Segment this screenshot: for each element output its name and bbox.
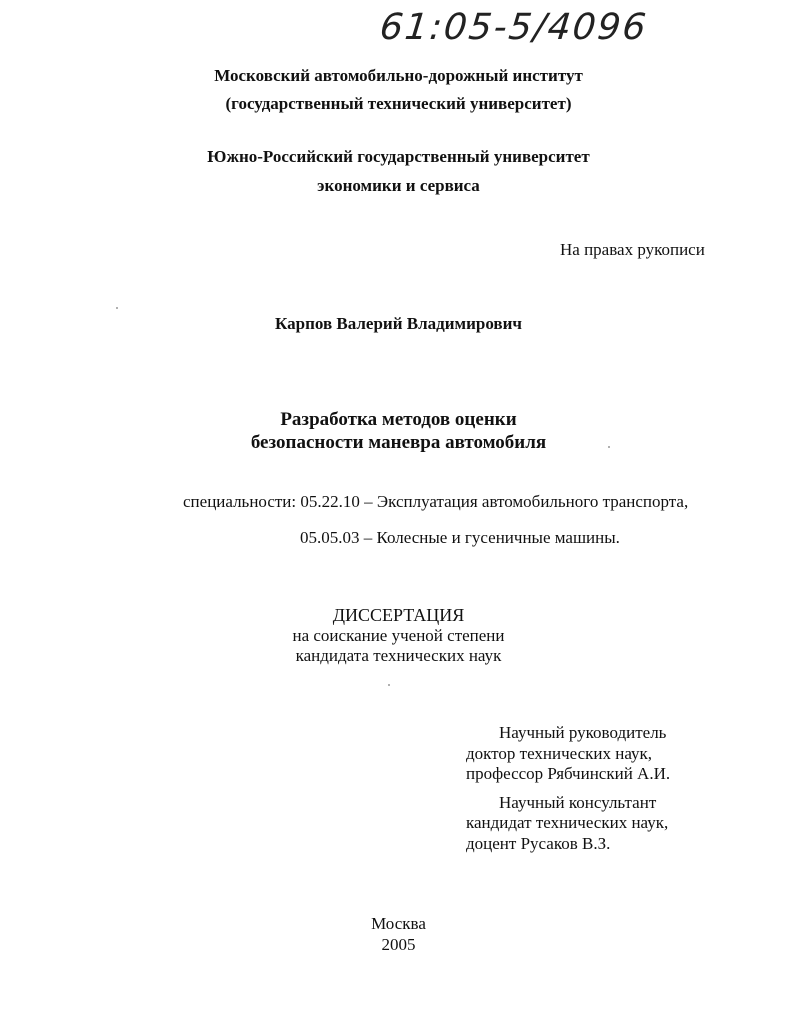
thesis-title-line1: Разработка методов оценки	[280, 409, 517, 430]
scan-speck	[116, 307, 118, 309]
thesis-type: ДИССЕРТАЦИЯ	[332, 605, 465, 625]
institute-name-line1: Московский автомобильно-дорожный институт	[214, 66, 583, 85]
scan-speck	[388, 684, 390, 686]
thesis-title-line2: безопасности маневра автомобиля	[250, 432, 547, 453]
degree-line1: на соискание ученой степени	[292, 626, 505, 645]
supervisor-role: Научный руководитель	[499, 723, 667, 742]
specialties-line1: специальности: 05.22.10 – Эксплуатация автомобильного транспорта,	[183, 492, 689, 511]
author-name: Карпов Валерий Владимирович	[275, 314, 522, 333]
supervisor-name: профессор Рябчинский А.И.	[466, 764, 671, 783]
degree-line2: кандидата технических наук	[295, 646, 502, 665]
institute-name-line2: (государственный технический университет)	[225, 94, 572, 113]
consultant-name: доцент Русаков В.З.	[466, 834, 611, 853]
consultant-role: Научный консультант	[499, 793, 657, 812]
year: 2005	[381, 935, 416, 954]
specialties-line2: 05.05.03 – Колесные и гусеничные машины.	[300, 528, 620, 547]
rights-note: На правах рукописи	[560, 240, 705, 259]
city: Москва	[371, 914, 426, 933]
scan-speck	[608, 446, 610, 448]
university-name-line2: экономики и сервиса	[317, 176, 480, 195]
university-name-line1: Южно-Российский государственный университет	[207, 147, 590, 166]
consultant-degree: кандидат технических наук,	[466, 813, 669, 832]
handwritten-archive-number: 61:05-5/4096	[377, 7, 650, 48]
supervisor-degree: доктор технических наук,	[466, 744, 653, 763]
